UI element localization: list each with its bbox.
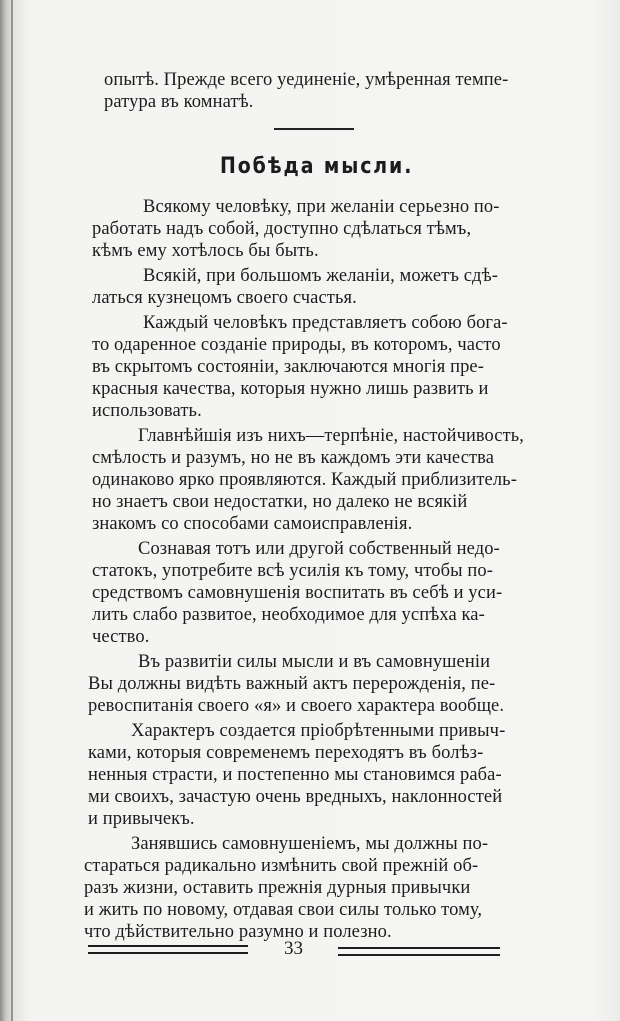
text-line: знакомъ со способами самоисправленія. [92,514,413,534]
text-line: опытѣ. Прежде всего уединеніе, умѣренная темпе- [104,70,509,90]
text-line: то одаренное созданіе природы, въ которомъ, часто [92,335,501,355]
binding-shadow-line [11,0,13,1021]
text-line: Въ развитіи силы мысли и въ самовнушеніи [138,652,491,672]
text-line: средствомъ самовнушенія воспитать въ себѣ и уси- [92,583,503,603]
section-divider [274,128,354,130]
text-line: Всякій, при большомъ желаніи, можетъ сдѣ- [143,266,498,286]
text-line: чество. [92,627,150,647]
text-line: кѣмъ ему хотѣлось бы быть. [92,241,319,261]
page-binding-edge [0,0,26,1021]
text-line: лить слабо развитое, необходимое для успѣха ка- [92,605,485,625]
text-line: смѣлость и разумъ, но не въ каждомъ эти качества [92,448,495,468]
text-line: что дѣйствительно разумно и полезно. [84,922,392,942]
text-line: латься кузнецомъ своего счастья. [92,288,357,308]
text-line: Сознавая тотъ или другой собственный недо- [138,539,500,559]
text-line: Каждый человѣкъ представляетъ собою бога- [143,313,508,333]
text-line: въ скрытомъ состояніи, заключаются многія пре- [92,357,484,377]
footer-rule-right-top [338,947,500,949]
page-number: 33 [284,938,303,959]
text-line: Главнѣйшія изъ нихъ—терпѣніе, настойчивость, [138,426,524,446]
text-line: разъ жизни, оставить прежнія дурныя привычки [84,878,471,898]
footer-rule-left-bottom [88,952,248,954]
text-line: Занявшись самовнушеніемъ, мы должны по- [131,834,489,854]
text-line: статокъ, употребите всѣ усилія къ тому, чтобы по- [92,561,494,581]
text-line: и жить по новому, отдавая свои силы только тому, [84,900,483,920]
text-line: Всякому человѣку, при желаніи серьезно по- [143,197,500,217]
footer-rule-right-bottom [338,954,500,956]
footer-rule-left-top [88,945,248,947]
text-line: но знаетъ свои недостатки, но далеко не всякій [92,492,468,512]
text-line: ревоспитанія своего «я» и своего характера вообще. [88,696,505,716]
text-line: стараться радикально измѣнить свой прежній об- [84,856,479,876]
text-line: ненныя страсти, и постепенно мы становимся раба- [88,765,502,785]
text-line: ми своихъ, зачастую очень вредныхъ, наклонностей [88,787,503,807]
text-line: Характеръ создается пріобрѣтенными привыч- [131,721,506,741]
section-title: Побѣда мысли. [220,154,414,179]
text-line: работать надъ собой, доступно сдѣлаться тѣмъ, [92,219,472,239]
text-line: Вы должны видѣть важный актъ перерожденія, пе- [88,674,496,694]
text-line: ратура въ комнатѣ. [104,92,254,112]
text-line: одинаково ярко проявляются. Каждый приблизитель- [92,470,517,490]
text-line: ками, которыя современемъ переходятъ въ болѣз- [88,743,484,763]
text-line: и привычекъ. [88,809,195,829]
text-line: красныя качества, которыя нужно лишь развить и [92,379,489,399]
text-line: использовать. [92,401,202,421]
